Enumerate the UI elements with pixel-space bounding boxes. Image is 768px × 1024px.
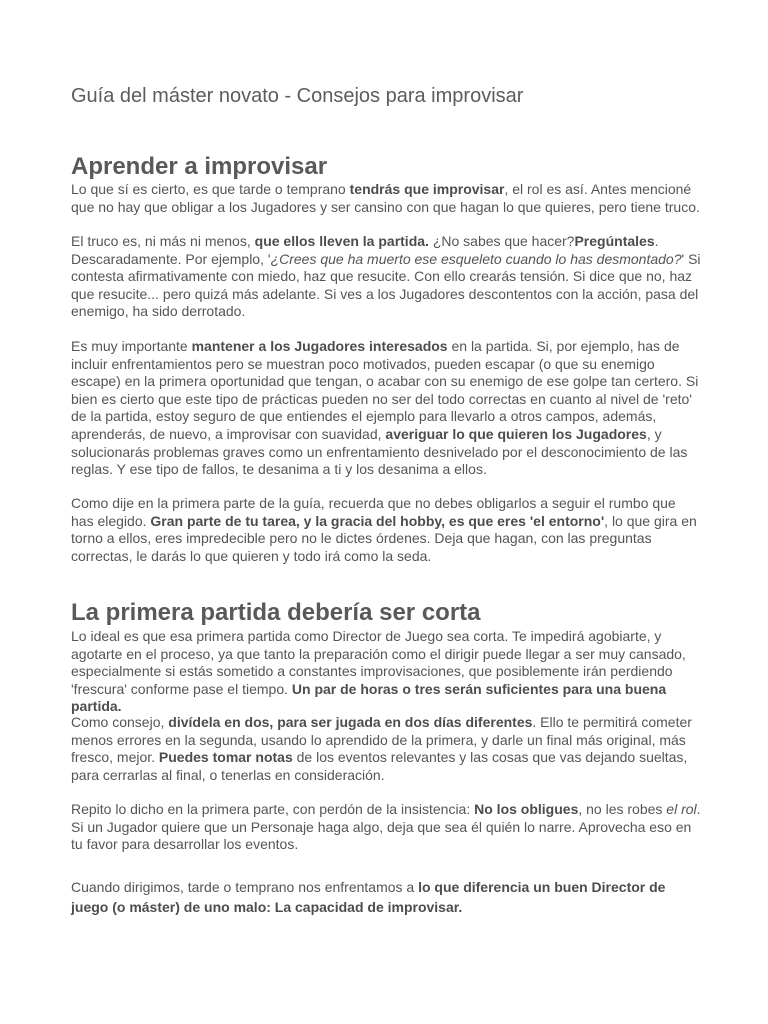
paragraph-8: Cuando dirigimos, tarde o temprano nos enfrentamos a lo que diferencia un buen Director de juego (o máster) de uno malo: La capacidad de improvisar. <box>71 879 666 915</box>
paragraph-1: Lo que sí es cierto, es que tarde o temprano tendrás que improvisar, el rol es así. Antes mencioné que no hay que obligar a los Jugadores y ser cansino con que hagan lo que quieres, pero tiene truco. <box>71 181 700 215</box>
paragraph-3: Es muy importante mantener a los Jugadores interesados en la partida. Si, por ejemplo, has de incluir enfrentamientos pero se muestran poco motivados, pueden escapar (o que su enemigo escape) en la primera oportunidad que tengan, o acabar con su enemigo de ese golpe tan certero. Si bien es cierto que este tipo de prácticas pueden no ser del todo correctas en cuanto al nivel de 'reto' de la partida, estoy seguro de que entiendes el ejemplo para llevarlo a otros campos, además, aprenderás, de nuevo, a improvisar con suavidad, averiguar lo que quieren los Jugadores, y solucionarás problemas graves como un enfrentamiento desnivelado por el desconocimiento de las reglas. Y ese tipo de fallos, te desanima a ti y los desanima a ellos. <box>71 338 699 478</box>
paragraph-6: Como consejo, divídela en dos, para ser jugada en dos días diferentes. Ello te permitirá cometer menos errores en la segunda, usando lo aprendido de la primera, y darle un final más original, más fresco, mejor. Puedes tomar notas de los eventos relevantes y las cosas que vas dejando sueltas, para cerrarlas al final, o tenerlas en consideración. <box>71 714 692 783</box>
document-title: Guía del máster novato - Consejos para improvisar <box>71 85 524 107</box>
paragraph-7: Repito lo dicho en la primera parte, con perdón de la insistencia: No los obligues, no les robes el rol. Si un Jugador quiere que un Personaje haga algo, deja que sea él quién lo narre. Aprovecha eso en tu favor para desarrollar los eventos. <box>71 801 701 853</box>
section-heading-improvisar: Aprender a improvisar <box>71 153 328 180</box>
section-heading-primera-partida: La primera partida debería ser corta <box>71 599 481 626</box>
paragraph-4: Como dije en la primera parte de la guía, recuerda que no debes obligarlos a seguir el rumbo que has elegido. Gran parte de tu tarea, y la gracia del hobby, es que eres 'el entorno', lo que gira en torno a ellos, eres impredecible pero no le dictes órdenes. Deja que hagan, con las preguntas correctas, le darás lo que quieren y todo irá como la seda. <box>71 495 697 564</box>
paragraph-2: El truco es, ni más ni menos, que ellos lleven la partida. ¿No sabes que hacer?Pregúntales. Descaradamente. Por ejemplo, '¿Crees que ha muerto ese esqueleto cuando lo has desmontado?' Si contesta afirmativamente con miedo, haz que resucite. Con ello crearás tensión. Si dice que no, haz que resucite... pero quizá más adelante. Si ves a los Jugadores descontentos con la acción, pasa del enemigo, ha sido derrotado. <box>71 233 701 320</box>
paragraph-5: Lo ideal es que esa primera partida como Director de Juego sea corta. Te impedirá agobiarte, y agotarte en el proceso, ya que tanto la preparación como el dirigir puede llegar a ser muy cansado, especialmente si estás sometido a constantes improvisaciones, que posiblemente irán perdiendo 'frescura' conforme pase el tiempo. Un par de horas o tres serán suficientes para una buena partida. <box>71 628 686 715</box>
